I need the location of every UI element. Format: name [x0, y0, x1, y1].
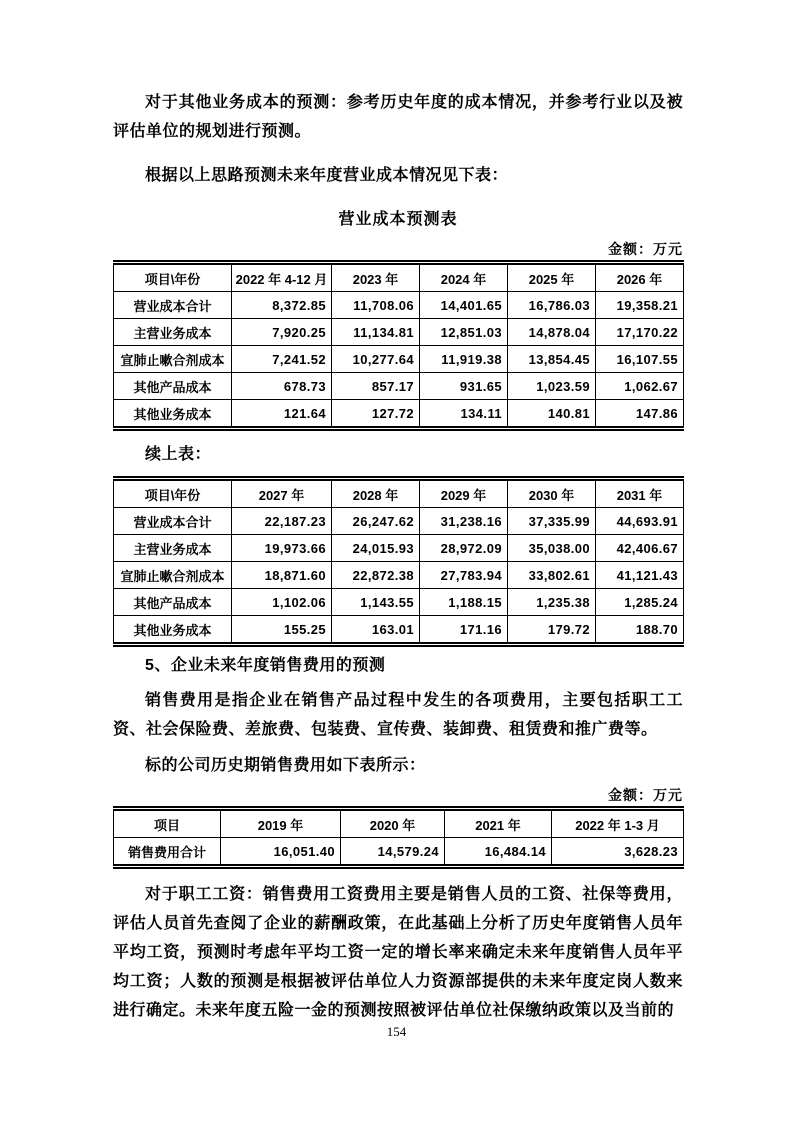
paragraph-table-intro: 根据以上思路预测未来年度营业成本情况见下表： [145, 167, 509, 184]
table-header-cell: 2031 年 [596, 479, 684, 508]
table-cell: 155.25 [232, 616, 332, 645]
section5-heading: 5、企业未来年度销售费用的预测 [145, 657, 386, 674]
paragraph-other-cost-forecast: 对于其他业务成本的预测：参考历史年度的成本情况，并参考行业以及被评估单位的规划进行预测。 [113, 94, 683, 140]
row-label: 宣肺止嗽合剂成本 [114, 346, 232, 373]
table-cell: 22,872.38 [332, 562, 420, 589]
table-cell: 163.01 [332, 616, 420, 645]
table-cell: 14,878.04 [508, 319, 596, 346]
table-row [114, 616, 684, 645]
unit-label-2: 金额：万元 [608, 787, 683, 803]
continued-table-label: 续上表： [145, 446, 212, 463]
table-cell: 31,238.16 [420, 508, 508, 535]
row-label: 营业成本合计 [114, 508, 232, 535]
row-label: 宣肺止嗽合剂成本 [114, 562, 232, 589]
table-cell: 17,170.22 [596, 319, 684, 346]
table-cell: 1,102.06 [232, 589, 332, 616]
table-row [114, 346, 684, 373]
paragraph-history-intro: 标的公司历史期销售费用如下表所示： [145, 757, 426, 774]
table-title-operating-cost-forecast: 营业成本预测表 [338, 211, 458, 228]
table-cell: 19,973.66 [232, 535, 332, 562]
table-cell: 179.72 [508, 616, 596, 645]
table-cell: 14,579.24 [341, 838, 445, 867]
table-cell: 18,871.60 [232, 562, 332, 589]
row-label: 其他业务成本 [114, 400, 232, 429]
table-cell: 121.64 [232, 400, 332, 429]
table-cell: 147.86 [596, 400, 684, 429]
table-cell: 35,038.00 [508, 535, 596, 562]
table-cell: 8,372.85 [232, 292, 332, 319]
table-cell: 1,188.15 [420, 589, 508, 616]
page-number: 154 [386, 1024, 407, 1039]
table-cell: 16,107.55 [596, 346, 684, 373]
table-header-row [114, 479, 684, 508]
table-cell: 1,235.38 [508, 589, 596, 616]
table-header-cell: 2021 年 [445, 809, 552, 838]
table-cell: 24,015.93 [332, 535, 420, 562]
table-cell: 1,023.59 [508, 373, 596, 400]
table-cell: 7,920.25 [232, 319, 332, 346]
row-label: 销售费用合计 [114, 838, 221, 867]
paragraph-selling-expense-definition: 销售费用是指企业在销售产品过程中发生的各项费用，主要包括职工工资、社会保险费、差旅费、包装费、宣传费、装卸费、租赁费和推广费等。 [113, 692, 683, 738]
table-cell: 931.65 [420, 373, 508, 400]
table-row [114, 589, 684, 616]
table-header-row [114, 263, 684, 292]
row-label: 其他产品成本 [114, 373, 232, 400]
row-label: 其他业务成本 [114, 616, 232, 645]
table-cell: 171.16 [420, 616, 508, 645]
table-cell: 16,786.03 [508, 292, 596, 319]
table-header-cell: 项目\年份 [114, 263, 232, 292]
table-header-cell: 2020 年 [341, 809, 445, 838]
table-header-cell: 2022 年 4-12 月 [232, 263, 332, 292]
page-content [113, 0, 683, 1025]
table-cell: 37,335.99 [508, 508, 596, 535]
table-cell: 857.17 [332, 373, 420, 400]
table-header-cell: 2019 年 [221, 809, 341, 838]
operating-cost-forecast-table-2022-2026 [113, 260, 684, 431]
table-cell: 11,919.38 [420, 346, 508, 373]
table-cell: 11,134.81 [332, 319, 420, 346]
table-header-cell: 2025 年 [508, 263, 596, 292]
table-cell: 16,051.40 [221, 838, 341, 867]
table-header-cell: 2022 年 1-3 月 [552, 809, 684, 838]
table-header-cell: 2024 年 [420, 263, 508, 292]
table-cell: 127.72 [332, 400, 420, 429]
table-cell: 33,802.61 [508, 562, 596, 589]
table-cell: 1,062.67 [596, 373, 684, 400]
operating-cost-forecast-table-2027-2031 [113, 476, 684, 647]
table-cell: 7,241.52 [232, 346, 332, 373]
table-cell: 12,851.03 [420, 319, 508, 346]
table-cell: 28,972.09 [420, 535, 508, 562]
table-cell: 10,277.64 [332, 346, 420, 373]
table-row [114, 838, 684, 867]
table-row [114, 508, 684, 535]
table-header-cell: 项目\年份 [114, 479, 232, 508]
table-cell: 19,358.21 [596, 292, 684, 319]
row-label: 营业成本合计 [114, 292, 232, 319]
unit-label-1: 金额：万元 [608, 241, 683, 257]
table-header-cell: 2030 年 [508, 479, 596, 508]
table-cell: 44,693.91 [596, 508, 684, 535]
row-label: 其他产品成本 [114, 589, 232, 616]
table-cell: 13,854.45 [508, 346, 596, 373]
paragraph-salary-forecast: 对于职工工资：销售费用工资费用主要是销售人员的工资、社保等费用，评估人员首先查阅了企业的薪酬政策，在此基础上分析了历史年度销售人员年平均工资，预测时考虑年平均工资一定的增长率来确定未来年度销售人员年平均工资；人数的预测是根据被评估单位人力资源部提供的未来年度定岗人数来进行确定。未来年度五险一金的预测按照被评估单位社保缴纳政策以及当前的 [113, 886, 683, 1019]
table-row [114, 562, 684, 589]
table-header-cell: 2026 年 [596, 263, 684, 292]
table-cell: 11,708.06 [332, 292, 420, 319]
table-row [114, 535, 684, 562]
selling-expense-history-table [113, 806, 684, 869]
table-cell: 134.11 [420, 400, 508, 429]
table-cell: 41,121.43 [596, 562, 684, 589]
table-header-cell: 2023 年 [332, 263, 420, 292]
table-cell: 1,285.24 [596, 589, 684, 616]
table-cell: 1,143.55 [332, 589, 420, 616]
table-cell: 26,247.62 [332, 508, 420, 535]
table-cell: 140.81 [508, 400, 596, 429]
table-row [114, 400, 684, 429]
table-cell: 27,783.94 [420, 562, 508, 589]
table-cell: 16,484.14 [445, 838, 552, 867]
table-header-cell: 项目 [114, 809, 221, 838]
table-row [114, 373, 684, 400]
table-cell: 188.70 [596, 616, 684, 645]
row-label: 主营业务成本 [114, 535, 232, 562]
table-header-cell: 2029 年 [420, 479, 508, 508]
table-row [114, 292, 684, 319]
table-cell: 22,187.23 [232, 508, 332, 535]
table-row [114, 319, 684, 346]
table-cell: 3,628.23 [552, 838, 684, 867]
table-header-cell: 2028 年 [332, 479, 420, 508]
table-header-row [114, 809, 684, 838]
table-cell: 42,406.67 [596, 535, 684, 562]
table-cell: 678.73 [232, 373, 332, 400]
table-header-cell: 2027 年 [232, 479, 332, 508]
row-label: 主营业务成本 [114, 319, 232, 346]
table-cell: 14,401.65 [420, 292, 508, 319]
